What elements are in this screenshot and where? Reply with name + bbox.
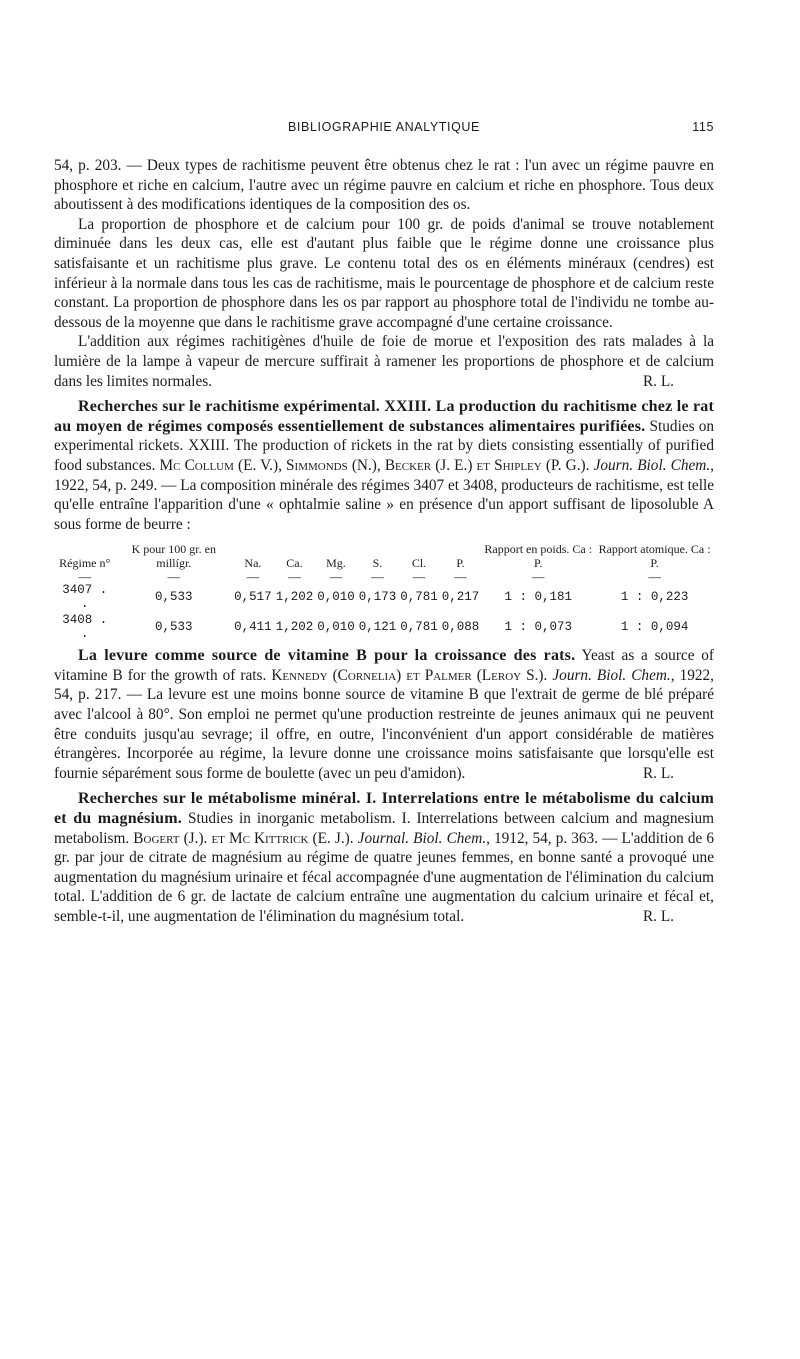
table-row <box>54 582 714 612</box>
article4-abstract: — L'addition de 6 gr. par jour de citrate de magnésium au régime de quatre jeunes femmes, en bonne santé a provoqué une augmentation du magnésium urinaire et fécal accompagnée d'une augmentation de l'élimination du calcium total. L'addition de 6 gr. de lactate de calcium entraîne une augmentation du calcium urinaire et fécal et, semble-t-il, une augmentation de l'élimination du magnésium total. <box>54 829 715 925</box>
table-cell: 1,202 <box>275 620 314 635</box>
table-cell: 0,173 <box>358 590 397 605</box>
col-header-p: P. <box>456 556 465 571</box>
article4-citation: 1912, 54, p. 363. <box>494 829 599 847</box>
table-cell: 1 : 0,094 <box>620 620 689 635</box>
article3-journal: Journ. Biol. Chem., <box>552 666 675 684</box>
article2-entry <box>54 397 714 534</box>
article1-paragraph-3-text: L'addition aux régimes rachitigènes d'huile de foie de morue et l'exposition des rats malades à la lumière de la lampe à vapeur de mercure suffirait à ramener les proportions de phosphore et de calcium dans les limites normales. <box>54 333 714 390</box>
document-page <box>54 118 714 927</box>
article4-journal: Journal. Biol. Chem., <box>357 829 490 847</box>
article3-title-en: Yeast as a source of vitamine B for the growth of rats. <box>54 647 714 684</box>
table-rule-row: — — — — — — — — — — <box>78 570 661 585</box>
col-header-cl: Cl. <box>411 556 427 571</box>
table-cell: 0,217 <box>441 590 480 605</box>
article2-authors: Mc Collum (E. V.), Simmonds (N.), Becker (J. E.) et Shipley (P. G.). <box>159 456 590 474</box>
article1-paragraph-3 <box>54 332 714 391</box>
table-cell: 0,010 <box>317 590 355 605</box>
article3-citation: 1922, 54, p. 217. <box>54 666 714 704</box>
article4-title-fr: Recherches sur le métabolisme minéral. I. Interrelations entre le métabolisme du calcium et du magnésium. <box>54 790 714 828</box>
table-cell: 3407 . . <box>62 583 108 612</box>
table-cell: 3408 . . <box>62 613 108 642</box>
article4-authors: Bogert (J.). et Mc Kittrick (E. J.). <box>133 829 354 847</box>
article1-continuation: 54, p. 203. — Deux types de rachitisme peuvent être obtenus chez le rat : l'un avec un régime pauvre en phosphore et riche en calcium, l'autre avec un régime pauvre en calcium et riche en phosphore. Tous deux aboutissent à des modifications identiques de la composition des os. <box>54 157 714 214</box>
table-cell: 1,202 <box>275 590 314 605</box>
table-cell: 0,088 <box>441 620 480 635</box>
col-header-mg: Mg. <box>326 556 346 571</box>
article4-title-en: Studies in inorganic metabolism. I. Interrelations between calcium and magnesium metabolism. <box>54 810 715 847</box>
table-cell: 1 : 0,073 <box>504 620 572 635</box>
table-row <box>54 612 714 642</box>
table-cell: 0,533 <box>155 620 193 635</box>
article3-title-fr: La levure comme source de vitamine B pour la croissance des rats. <box>78 647 576 665</box>
running-title: BIBLIOGRAPHIE ANALYTIQUE <box>288 120 480 134</box>
col-header-na: Na. <box>244 556 262 571</box>
table-cell: 0,010 <box>317 620 355 635</box>
col-header-ca: Ca. <box>286 556 303 571</box>
table-cell: 0,781 <box>400 620 438 635</box>
col-header-k: K pour 100 gr. en millígr. <box>131 542 216 571</box>
article2-journal: Journ. Biol. Chem., <box>593 456 714 474</box>
article4-signature: R. L. <box>642 908 674 925</box>
page-number: 115 <box>692 120 714 134</box>
table-cell: 1 : 0,223 <box>620 590 689 605</box>
col-header-s: S. <box>372 556 383 571</box>
mineral-composition-table <box>54 542 714 642</box>
article2-title-en: Studies on experimental rickets. XXIII. The production of rickets in the rat by diets consisting essentially of purified food substances. <box>54 417 715 474</box>
page-header <box>54 118 714 138</box>
article4-entry <box>54 789 714 926</box>
col-header-ratio-weight: Rapport en poids. Ca : P. <box>484 542 593 571</box>
col-header-regime: Régime n° <box>59 556 111 571</box>
article3-signature: R. L. <box>642 764 674 782</box>
article2-title-fr: Recherches sur le rachitisme expérimental. XXIII. La production du rachitisme chez le rat au moyen de régimes composés essentiellement de substances alimentaires purifiées. <box>54 398 714 435</box>
article3-authors: Kennedy (Cornelia) et Palmer (Leroy S.). <box>271 666 548 684</box>
table-cell: 0,533 <box>155 590 193 605</box>
table-cell: 0,517 <box>234 590 272 605</box>
table-cell: 0,781 <box>400 590 438 605</box>
table-cell: 1 : 0,181 <box>504 590 572 605</box>
table-header-row <box>54 542 714 572</box>
article3-abstract: — La levure est une moins bonne source de vitamine B que l'extrait de germe de blé préparé avec l'alcool à 80°. Son emploi ne permet qu'une production restreinte de jeunes animaux qui ne peuvent être conduits jusqu'au sevrage; il offre, en outre, l'inconvénient d'un apport considérable de matières étrangères. Incorporée au régime, la levure donne une croissance moins satisfaisante que lorsqu'elle est fournie séparément sous forme de boulette (avec un peu d'amidon). <box>54 686 714 782</box>
table-cell: 0,411 <box>234 620 272 635</box>
table-cell: 0,121 <box>358 620 397 635</box>
col-header-ratio-atomic: Rapport atomique. Ca : P. <box>598 542 711 571</box>
article1-signature: R. L. <box>642 372 674 390</box>
article3-entry <box>54 646 714 783</box>
article1-paragraph-2: La proportion de phosphore et de calcium pour 100 gr. de poids d'animal se trouve notablement diminuée dans les deux cas, elle est d'autant plus faible que le régime donne une croissance plus satisfaisante et un rachitisme plus grave. Le contenu total des os en éléments minéraux (cendres) est inférieur à la normale dans tous les cas de rachitisme, mais le pourcentage de phosphore et de calcium reste constant. La proportion de phosphore dans les os par rapport au phosphore total de l'individu ne tombe au-dessous de la moyenne que dans le rachitisme grave accompagné d'une certaine croissance. <box>54 215 714 331</box>
article2-abstract: — La composition minérale des régimes 3407 et 3408, producteurs de rachitisme, est telle qu'elle entraîne l'apparition d'une « ophtalmie saline » en présence d'un apport suffisant de liposoluble A sous forme de beurre : <box>54 476 714 533</box>
article2-citation: 1922, 54, p. 249. <box>54 476 158 494</box>
